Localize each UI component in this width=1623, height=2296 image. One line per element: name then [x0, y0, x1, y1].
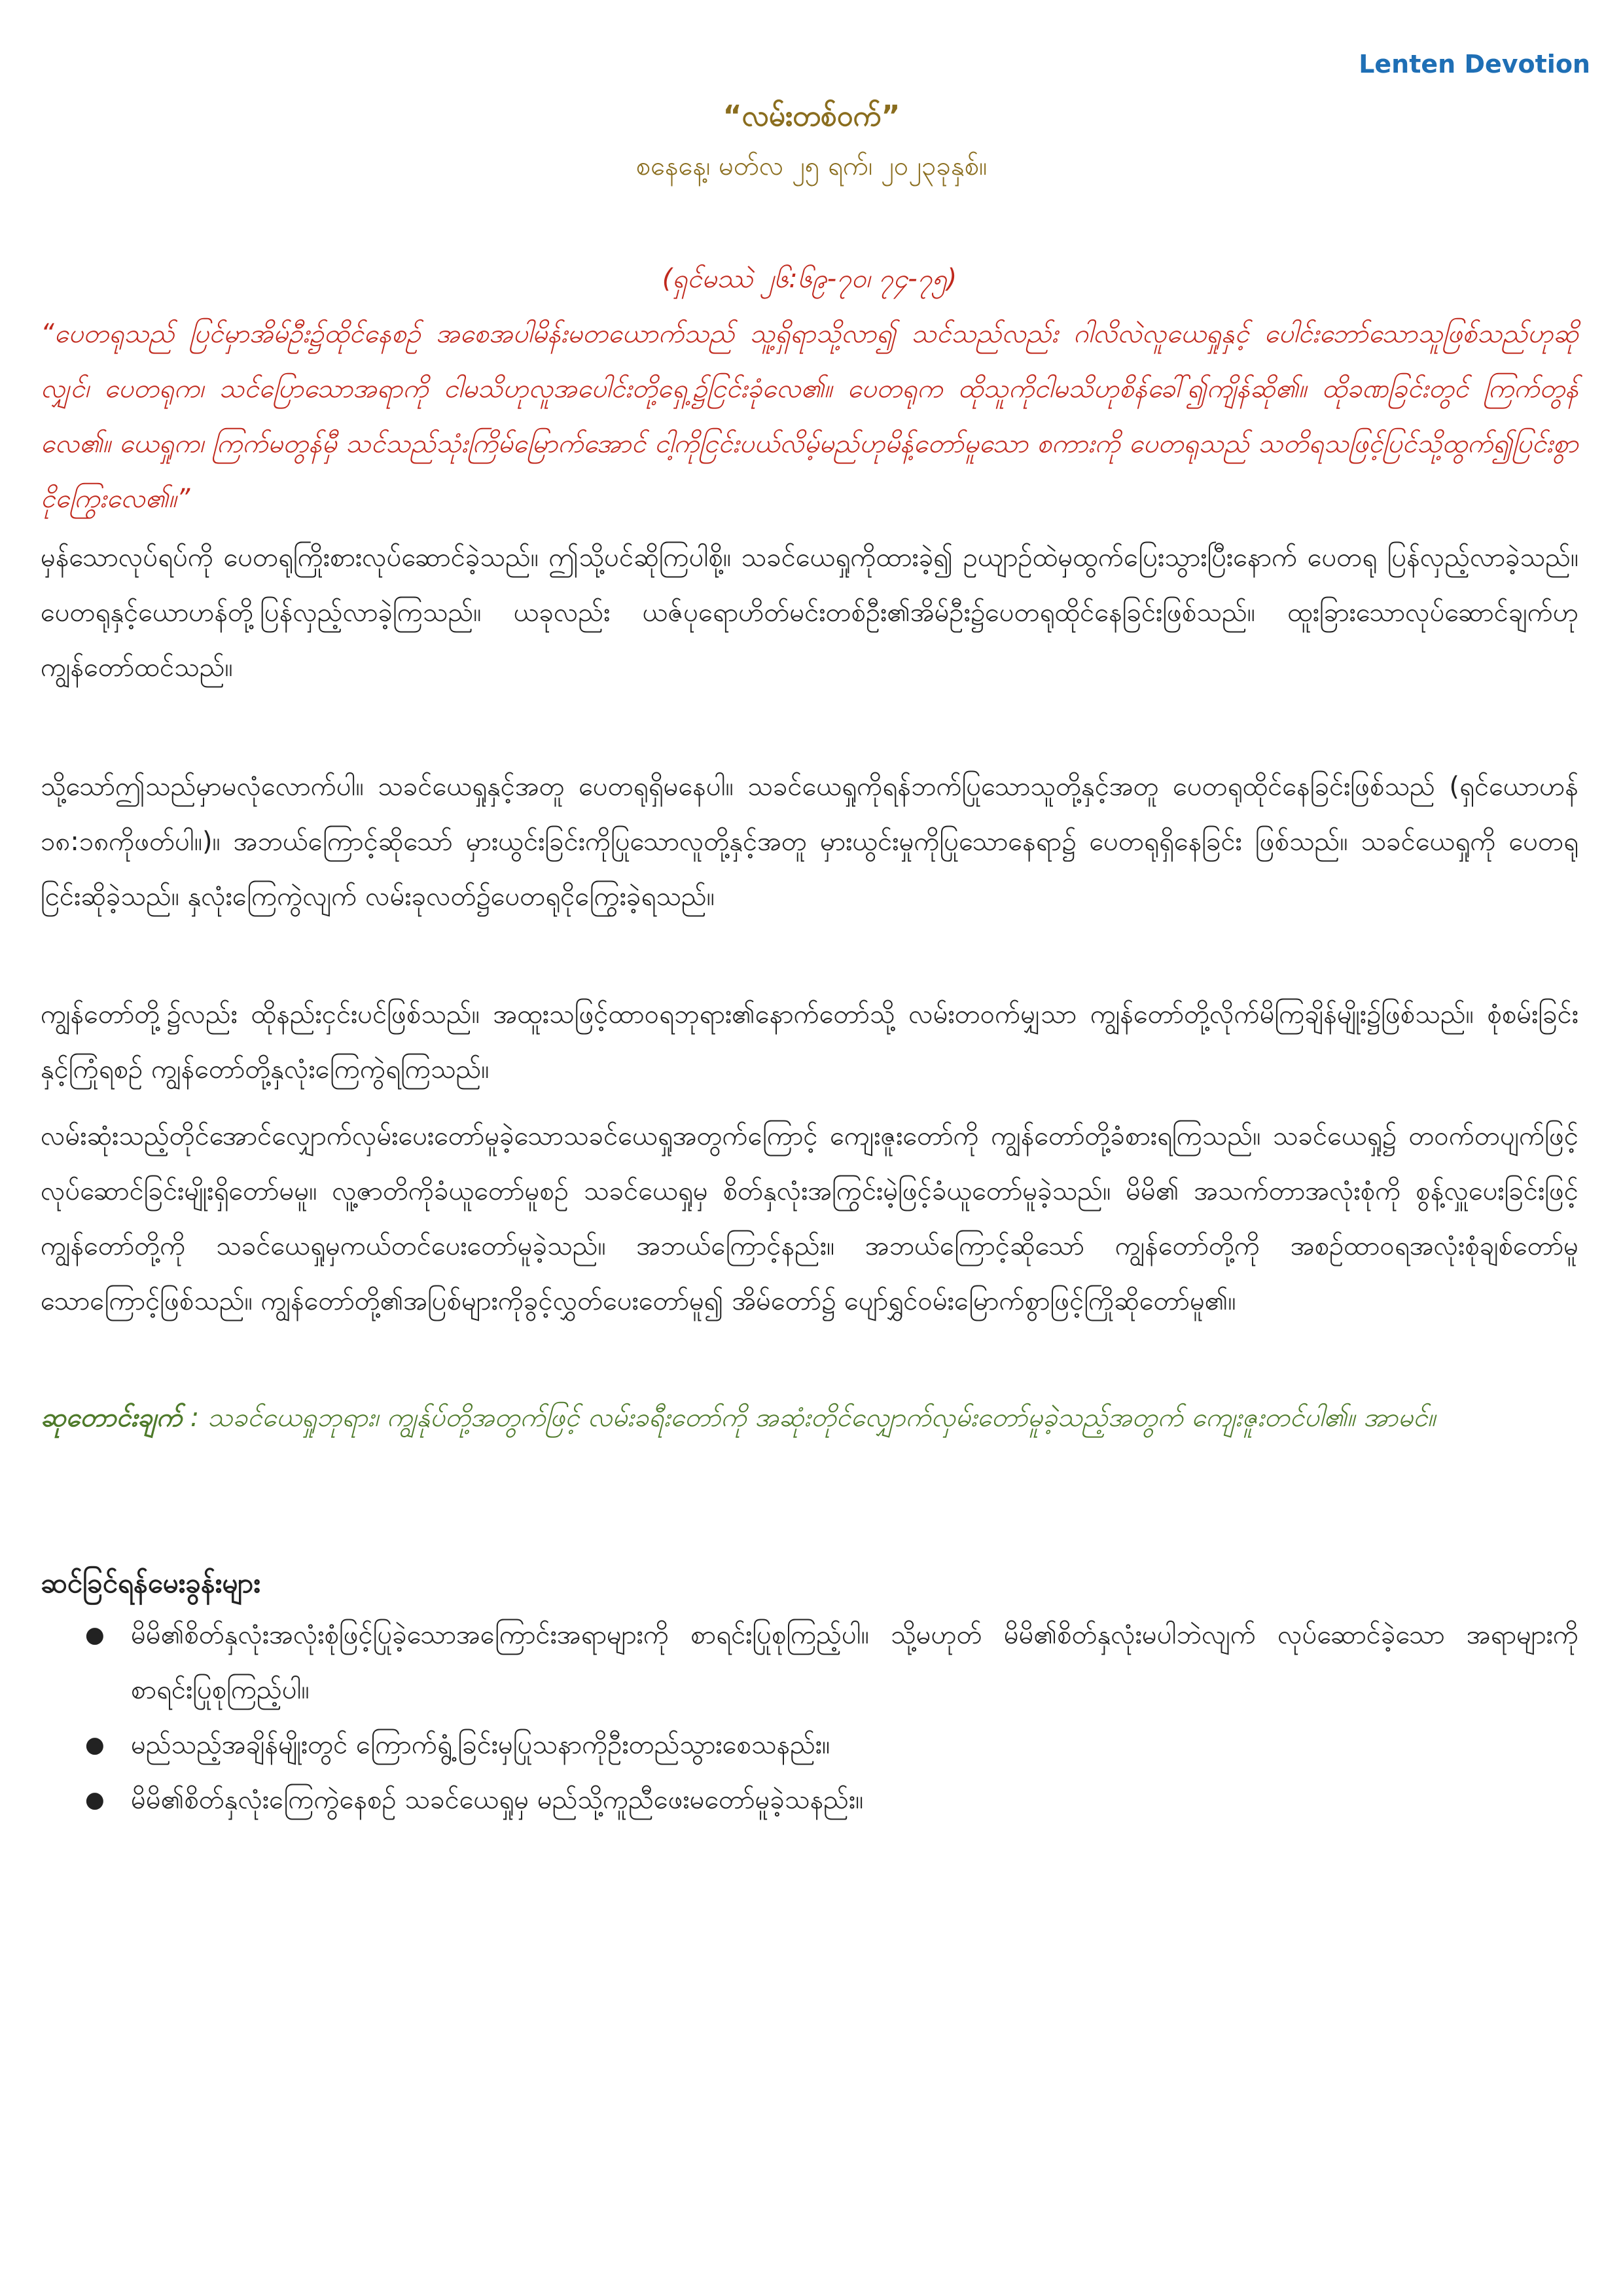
- prayer-separator: :: [182, 1403, 207, 1433]
- questions-heading: ဆင်ခြင်ရန်မေးခွန်းများ: [41, 1567, 260, 1599]
- question-text: မိမိ၏စိတ်နှလုံးကြေကွဲနေစဉ် သခင်ယေရှုမှ မည်သို့ကူညီဖေးမတော်မူခဲ့သနည်း။: [131, 1785, 864, 1815]
- bullet-icon: ●: [85, 1787, 105, 1813]
- list-item: [85, 1607, 1578, 1717]
- list-item: [85, 1717, 1578, 1772]
- bullet-icon: ●: [85, 1622, 105, 1648]
- question-text: မည်သည့်အချိန်မျိုးတွင် ကြောက်ရွံ့ခြင်းမှပြုသနာကိုဦးတည်သွားစေသနည်း။: [131, 1730, 830, 1760]
- paragraph-3: ကျွန်တော်တို့၌လည်း ထိုနည်းငှင်းပင်ဖြစ်သည်။ အထူးသဖြင့်ထာဝရဘုရား၏နောက်တော်သို့ လမ်းတဝက်မျှသာ ကျွန်တော်တို့လိုက်မိကြချိန်မျိုး၌ဖြစ်သည်။ စုံစမ်းခြင်းနှင့်ကြုံရစဉ် ကျွန်တော်တို့နှလုံးကြေကွဲရကြသည်။: [41, 999, 1578, 1085]
- paragraph-4: လမ်းဆုံးသည့်တိုင်အောင်လျှောက်လှမ်းပေးတော်မူခဲ့သောသခင်ယေရှုအတွက်ကြောင့် ကျေးဇူးတော်ကို ကျွန်တော်တို့ခံစားရကြသည်။ သခင်ယေရှု၌ တဝက်တပျက်ဖြင့်လုပ်ဆောင်ခြင်းမျိုးရှိတော်မမူ။ လူ့ဇာတိကိုခံယူတော်မူစဉ် သခင်ယေရှုမှ စိတ်နှလုံးအကြွင်းမဲ့ဖြင့်ခံယူတော်မူခဲ့သည်။ မိမိ၏ အသက်တာအလုံးစုံကို စွန့်လှူပေးခြင်းဖြင့် ကျွန်တော်တို့ကို သခင်ယေရှုမှကယ်တင်ပေးတော်မူခဲ့သည်။ အဘယ်ကြောင့်နည်း။ အဘယ်ကြောင့်ဆိုသော် ကျွန်တော်တို့ကို အစဉ်ထာဝရအလုံးစုံချစ်တော်မူသောကြောင့်ဖြစ်သည်။ ကျွန်တော်တို့၏အပြစ်များကိုခွင့်လွှတ်ပေးတော်မူ၍ အိမ်တော်၌ ပျော်ရွှင်ဝမ်းမြောက်စွာဖြင့်ကြိုဆိုတော်မူ၏။: [41, 1121, 1578, 1316]
- prayer-text: သခင်ယေရှုဘုရား၊ ကျွန်ုပ်တို့အတွက်ဖြင့် လမ်းခရီးတော်ကို အဆုံးတိုင်လျှောက်လှမ်းတော်မူခဲ့သည့်အတွက် ကျေးဇူးတင်ပါ၏။ အာမင်။: [207, 1403, 1436, 1433]
- bullet-icon: ●: [85, 1732, 105, 1758]
- scripture-block: [41, 251, 1578, 526]
- scripture-reference: (ရှင်မဿဲ ၂၆:၆၉-၇၀၊ ၇၄-၇၅): [662, 264, 957, 294]
- question-text: မိမိ၏စိတ်နှလုံးအလုံးစုံဖြင့်ပြုခဲ့သောအကြောင်းအရာများကို စာရင်းပြုစုကြည့်ပါ။ သို့မဟုတ် မိမိ၏စိတ်နှလုံးမပါဘဲလျက် လုပ်ဆောင်ခဲ့သော အရာများကို စာရင်းပြုစုကြည့်ပါ။: [131, 1620, 1578, 1705]
- header-tag: Lenten Devotion: [1359, 50, 1590, 79]
- devotion-date: စနေနေ့၊ မတ်လ ၂၅ ရက်၊ ၂၀၂၃ခုနှစ်။: [635, 151, 988, 181]
- prayer-block: [41, 1390, 1578, 1445]
- paragraph-1: မှန်သောလုပ်ရပ်ကို ပေတရုကြိုးစားလုပ်ဆောင်ခဲ့သည်။ ဤသို့ပင်ဆိုကြပါစို့။ သခင်ယေရှုကိုထားခဲ့၍ ဥယျာဉ်ထဲမှထွက်ပြေးသွားပြီးနောက် ပေတရု ပြန်လှည့်လာခဲ့သည်။ ပေတရုနှင့်ယောဟန်တို့ပြန်လှည့်လာခဲ့ကြသည်။ ယခုလည်း ယဇ်ပုရောဟိတ်မင်းတစ်ဦး၏အိမ်ဦး၌ပေတရုထိုင်နေခြင်းဖြစ်သည်။ ထူးခြားသောလုပ်ဆောင်ချက်ဟု ကျွန်တော်ထင်သည်။: [41, 543, 1578, 683]
- prayer-label: ဆုတောင်းချက်: [41, 1403, 183, 1433]
- scripture-text: “ပေတရုသည် ပြင်မှာအိမ်ဦး၌ထိုင်နေစဉ် အစေအပါမိန်းမတယောက်သည် သူ့ရှိရာသို့လာ၍ သင်သည်လည်း ဂါလိလဲလူယေရှုနှင့် ပေါင်းဘော်သောသူဖြစ်သည်ဟုဆိုလျှင်၊ ပေတရုက၊ သင်ပြောသောအရာကို ငါမသိဟုလူအပေါင်းတို့ရှေ့၌ငြင်းခုံလေ၏။ ပေတရုက ထိုသူကိုငါမသိဟုစိန်ခေါ်၍ကျိန်ဆို၏။ ထိုခဏခြင်းတွင် ကြက်တွန်လေ၏။ ယေရှုက၊ ကြက်မတွန်မှီ သင်သည်သုံးကြိမ်မြောက်အောင် ငါ့ကိုငြင်းပယ်လိမ့်မည်ဟုမိန့်တော်မူသော စကားကို ပေတရုသည် သတိရသဖြင့်ပြင်သို့ထွက်၍ပြင်းစွာငိုကြွေးလေ၏။”: [41, 319, 1578, 514]
- devotion-title: “လမ်းတစ်ဝက်”: [722, 99, 901, 133]
- list-item: [85, 1772, 1578, 1827]
- questions-list: [85, 1607, 1578, 1827]
- paragraph-2: သို့သော်ဤသည်မှာမလုံလောက်ပါ။ သခင်ယေရှုနှင့်အတူ ပေတရုရှိမနေပါ။ သခင်ယေရှုကိုရန်ဘက်ပြုသောသူတို့နှင့်အတူ ပေတရုထိုင်နေခြင်းဖြစ်သည် (ရှင်ယောဟန် ၁၈:၁၈ကိုဖတ်ပါ။)။ အဘယ်ကြောင့်ဆိုသော် မှားယွင်းခြင်းကိုပြုသောလူတို့နှင့်အတူ မှားယွင်းမှုကိုပြုသောနေရာ၌ ပေတရုရှိနေခြင်း ဖြစ်သည်။ သခင်ယေရှုကို ပေတရုငြင်းဆိုခဲ့သည်။ နှလုံးကြေကွဲလျက် လမ်းခုလတ်၌ပေတရုငိုကြွေးခဲ့ရသည်။: [41, 772, 1578, 912]
